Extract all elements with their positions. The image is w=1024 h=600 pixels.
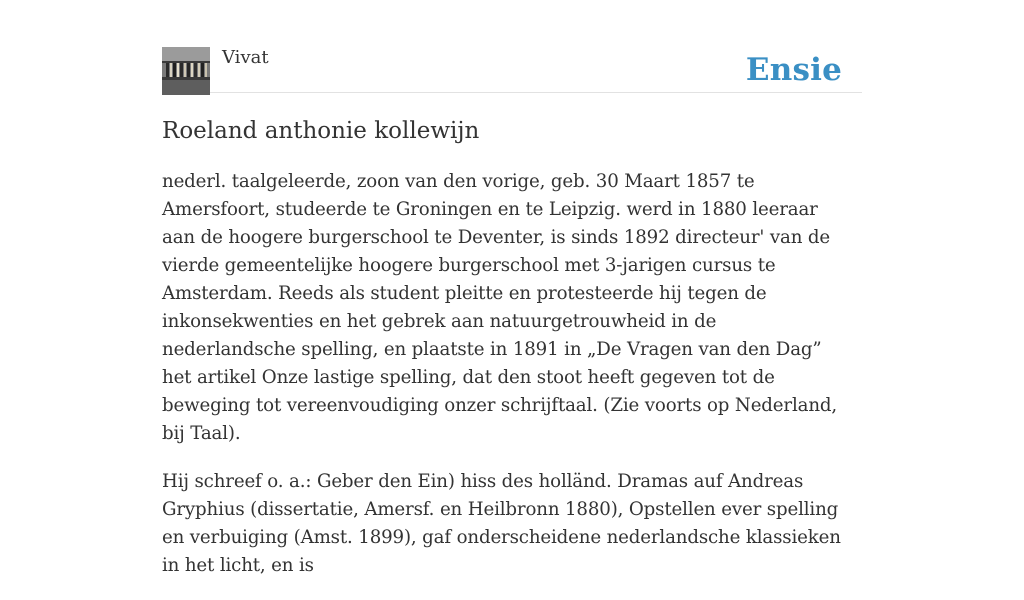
page-title: Roeland anthonie kollewijn xyxy=(162,118,480,144)
avatar[interactable] xyxy=(162,47,210,95)
page-header xyxy=(162,46,862,93)
article-paragraph: Hij schreef o. a.: Geber den Ein) hiss des holländ. Dramas auf Andreas Gryphius (dissertatie, Amersf. en Heilbronn 1880), Opstellen ever spelling en verbuiging (Amst. 1899), gaf onderscheidene nederlandsche klassieken in het licht, en is xyxy=(162,471,841,576)
bookshelf-avatar-icon xyxy=(162,47,210,95)
brand-logo[interactable]: Ensie xyxy=(745,52,842,88)
article-paragraph: nederl. taalgeleerde, zoon van den vorige, geb. 30 Maart 1857 te Amersfoort, studeerde te Groningen en te Leipzig. werd in 1880 leeraar aan de hoogere burgerschool te Deventer, is sinds 1892 directeur' van de vierde gemeentelijke hoogere burgerschool met 3-jarigen cursus te Amsterdam. Reeds als student pleitte en protesteerde hij tegen de inkonsekwenties en het gebrek aan natuurgetrouwheid in de nederlandsche spelling, en plaatste in 1891 in „De Vragen van den Dag” het artikel Onze lastige spelling, dat den stoot heeft gegeven tot de beweging tot vereenvoudiging onzer schrijftaal. (Zie voorts op Nederland, bij Taal). xyxy=(162,171,838,444)
article-body xyxy=(162,168,852,600)
author-name[interactable]: Vivat xyxy=(222,47,269,68)
